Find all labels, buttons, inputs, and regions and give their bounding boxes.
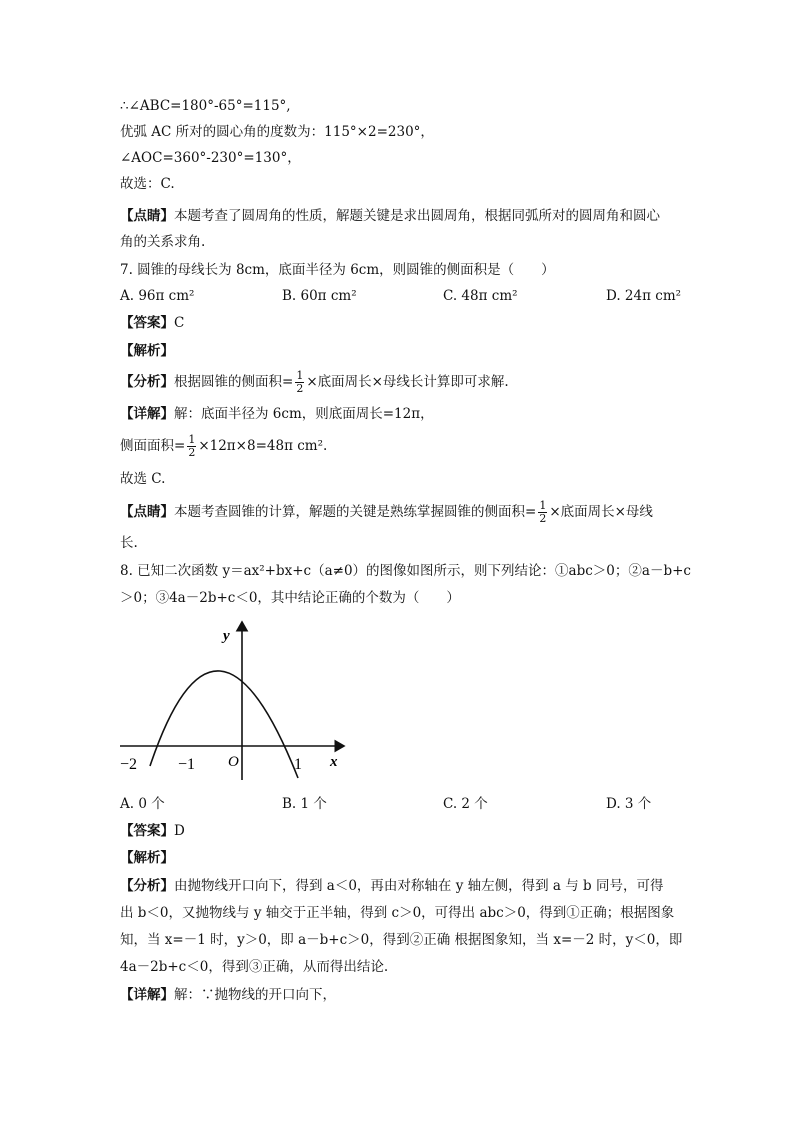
fraction-numerator: 1 xyxy=(188,433,196,446)
origin-label: O xyxy=(228,754,239,770)
calc-text: 侧面面积= xyxy=(120,438,186,454)
text-line: 优弧 AC 所对的圆心角的度数为：115°×2=230°， xyxy=(120,124,434,140)
q8-option-c: C. 2 个 xyxy=(443,796,488,812)
question-8: 8. 已知二次函数 y＝ax²+bx+c（a≠0）的图像如图所示，则下列结论：①abc＞0；②a－b+c xyxy=(120,563,691,579)
analysis-text: 根据圆锥的侧面积= xyxy=(174,374,294,390)
analysis-tag: 【解析】 xyxy=(120,850,174,866)
q8-option-a: A. 0 个 xyxy=(120,796,165,812)
answer-value: D xyxy=(174,823,185,839)
analysis-line xyxy=(120,876,664,896)
q7-option-d: D. 24π cm² xyxy=(606,288,682,304)
answer-tag: 【答案】 xyxy=(120,315,174,331)
note-tag: 【点睛】 xyxy=(120,208,174,224)
fraction xyxy=(187,434,196,459)
fraction-denominator: 2 xyxy=(188,446,196,459)
x-axis-label: x xyxy=(330,754,338,770)
q7-option-a: A. 96π cm² xyxy=(120,288,195,304)
text-line: 长. xyxy=(120,535,138,551)
analysis-sub-tag: 【分析】 xyxy=(120,878,174,894)
tick-label: 1 xyxy=(294,756,302,773)
parabola-curve xyxy=(150,671,298,778)
analysis-text: 由抛物线开口向下，得到 a＜0，再由对称轴在 y 轴左侧，得到 a 与 b 同号，可得 xyxy=(174,878,664,894)
q7-option-c: C. 48π cm² xyxy=(443,288,518,304)
detail-text: 解：∵抛物线的开口向下， xyxy=(174,987,336,1003)
analysis-sub-tag: 【分析】 xyxy=(120,374,174,390)
question-8-cont: ＞0；③4a－2b+c＜0，其中结论正确的个数为（ ） xyxy=(120,590,460,606)
fraction-numerator: 1 xyxy=(539,499,547,512)
answer-tag: 【答案】 xyxy=(120,823,174,839)
answer-line xyxy=(120,821,185,841)
note-line xyxy=(120,500,653,525)
fraction-numerator: 1 xyxy=(296,369,304,382)
fraction-denominator: 2 xyxy=(539,512,547,525)
tick-label: −2 xyxy=(120,756,138,773)
text-line: ∴∠ABC=180°-65°=115°, xyxy=(120,98,291,114)
analysis-line: 4a－2b+c＜0，得到③正确，从而得出结论. xyxy=(120,959,389,975)
calc-line xyxy=(120,434,327,459)
answer-line xyxy=(120,313,184,333)
text-line: ∠AOC=360°-230°=130°， xyxy=(120,150,301,166)
analysis-line: 出 b＜0，又抛物线与 y 轴交于正半轴，得到 c＞0，可得出 abc＞0，得到①正确；根据图象 xyxy=(120,905,675,921)
note-line xyxy=(120,206,660,226)
fraction xyxy=(295,370,304,395)
detail-line xyxy=(120,985,336,1005)
answer-value: C xyxy=(174,315,185,331)
text-line: 角的关系求角. xyxy=(120,234,206,250)
detail-tag: 【详解】 xyxy=(120,406,174,422)
note-text: 本题考查了圆周角的性质，解题关键是求出圆周角，根据同弧所对的圆周角和圆心 xyxy=(174,208,660,224)
parabola-graph xyxy=(118,618,350,784)
q8-option-b: B. 1 个 xyxy=(282,796,327,812)
analysis-tag: 【解析】 xyxy=(120,343,174,359)
analysis-line: 知，当 x=－1 时，y＞0，即 a－b+c＞0，得到②正确 根据图象知，当 x=－2 时，y＜0，即 xyxy=(120,932,683,948)
analysis-line xyxy=(120,370,509,395)
question-7: 7. 圆锥的母线长为 8cm，底面半径为 6cm，则圆锥的侧面积是（ ） xyxy=(120,262,555,278)
calc-text: ×12π×8=48π cm². xyxy=(198,438,328,454)
detail-line xyxy=(120,404,434,424)
q8-option-d: D. 3 个 xyxy=(606,796,652,812)
detail-text: 解：底面半径为 6cm，则底面周长=12π， xyxy=(174,406,434,422)
fraction xyxy=(538,500,547,525)
fraction-denominator: 2 xyxy=(296,382,304,395)
detail-tag: 【详解】 xyxy=(120,987,174,1003)
tick-label: −1 xyxy=(178,756,196,773)
y-axis-label: y xyxy=(223,628,230,644)
q7-option-b: B. 60π cm² xyxy=(282,288,357,304)
text-line: 故选 C. xyxy=(120,471,166,487)
note-tag: 【点睛】 xyxy=(120,504,174,520)
note-text: 本题考查圆锥的计算，解题的关键是熟练掌握圆锥的侧面积= xyxy=(174,504,537,520)
note-text: ×底面周长×母线 xyxy=(549,504,653,520)
text-line: 故选：C. xyxy=(120,176,175,192)
analysis-text: ×底面周长×母线长计算即可求解. xyxy=(306,374,509,390)
